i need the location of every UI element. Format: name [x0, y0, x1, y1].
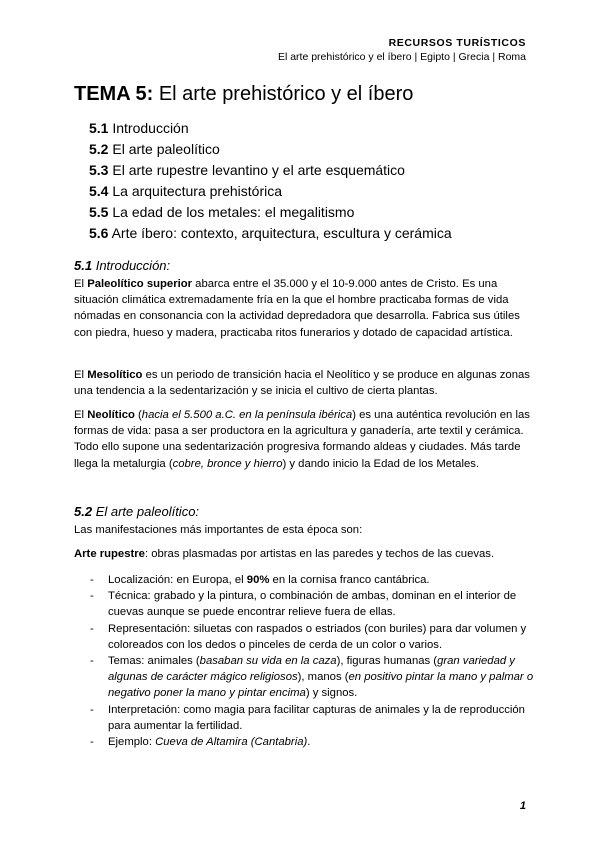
page-number: 1 [519, 800, 526, 812]
dash-bullet: - [90, 622, 94, 635]
paragraph-arte-rupestre [74, 546, 534, 562]
term-arte-rupestre: Arte rupestre [74, 548, 145, 560]
toc-item-label: La arquitectura prehistórica [112, 183, 283, 199]
toc-item-label: La edad de los metales: el megalitismo [112, 204, 355, 220]
text: Localización: en Europa, el [108, 574, 247, 586]
toc-item-label: El arte paleolítico [112, 141, 220, 157]
section-heading-introduccion [74, 258, 170, 273]
paragraph-intro: Las manifestaciones más importantes de esta época son: [74, 524, 363, 536]
toc-item-number: 5.5 [89, 204, 109, 220]
toc-item [89, 139, 452, 160]
text: ) y dando inicio la Edad de los Metales. [282, 457, 480, 470]
italic-text: hacia el 5.500 a.C. en la península ibérica [141, 409, 353, 421]
dash-bullet: - [90, 590, 94, 603]
toc-item-label: Introducción [112, 120, 189, 136]
text: ( [134, 409, 142, 421]
toc-item-number: 5.4 [89, 183, 109, 199]
toc-item [89, 181, 452, 202]
text: El [74, 278, 88, 290]
list-item [90, 621, 535, 653]
toc-item-label: Arte íbero: contexto, arquitectura, escultura y cerámica [111, 225, 452, 241]
text: en la cornisa franco cantábrica. [269, 574, 430, 586]
toc-item [89, 202, 452, 223]
list-item [90, 588, 535, 620]
toc-item-number: 5.6 [89, 225, 109, 241]
section-heading-arte-paleolitico [74, 504, 199, 519]
italic-text: basaban su vida en la caza [199, 655, 337, 668]
text: Representación: siluetas con raspados o estriados (con buriles) para dar volumen y coloreados con los dedos o pinceles de cerda de un color o varios. [108, 622, 527, 651]
italic-text: cobre, bronce y hierro [172, 457, 283, 470]
toc-item [89, 118, 452, 139]
header-subtitle: El arte prehistórico y el íbero | Egipto | Grecia | Roma [277, 51, 526, 63]
toc-item-number: 5.2 [89, 141, 109, 157]
paragraph-neolitico [74, 407, 534, 472]
text: : obras plasmadas por artistas en las paredes y techos de las cuevas. [144, 548, 495, 560]
text: Técnica: grabado y la pintura, o combinación de ambas, dominan en el interior de cuevas aunque se puede encontrar relieve fuera de ellas. [108, 590, 517, 619]
table-of-contents [89, 118, 452, 244]
list-item [90, 572, 535, 588]
header-title: RECURSOS TURÍSTICOS [388, 37, 526, 49]
toc-item-number: 5.3 [89, 162, 109, 178]
section-title: Introducción: [95, 258, 171, 273]
text: . [307, 736, 311, 749]
dash-bullet: - [90, 703, 94, 716]
text: ) es una auténtica revolución en las formas de vida: pasa a ser productora en la agricultura y ganadería, arte textil y cerámica. Todo ello supone una sedentarización progresiva formando aldeas y ciudades. Más tarde llega la metalurgia ( [74, 409, 530, 470]
title-text: El arte prehistórico y el íbero [158, 83, 414, 105]
title-number: TEMA 5: [74, 83, 154, 105]
text: abarca entre el 35.000 y el 10-9.000 antes de Cristo. Es una situación climática extremadamente fría en la que el hombre practicaba formas de vida nómadas en consonancia con la actividad depredadora que desarrolla. Fabrica sus útiles con piedra, hueso y madera, practicaba ritos funerarios y dotado de capacidad artística. [74, 278, 520, 339]
text: ), figuras humanas ( [336, 655, 438, 668]
list-item [90, 702, 535, 734]
paragraph-paleolitico [74, 276, 534, 341]
text: Ejemplo: [108, 736, 156, 749]
term-neolitico: Neolítico [87, 409, 135, 421]
italic-text: Cueva de Altamira (Cantabria) [155, 736, 308, 749]
section-number: 5.1 [74, 258, 93, 273]
document-title [74, 83, 413, 106]
list-item [90, 653, 535, 702]
text: Interpretación: como magia para facilitar capturas de animales y la de reproducción para aumentar la fertilidad. [108, 703, 525, 732]
toc-item-number: 5.1 [89, 120, 109, 136]
section-number: 5.2 [74, 504, 93, 519]
term-paleolitico: Paleolítico superior [87, 278, 193, 290]
bullet-list [90, 572, 535, 750]
term-mesolitico: Mesolítico [87, 369, 143, 381]
text: ), manos ( [297, 671, 349, 684]
toc-item-label: El arte rupestre levantino y el arte esquemático [112, 162, 405, 178]
italic-text: gran variedad y algunas de carácter mágico religiosos [108, 655, 515, 684]
section-title: El arte paleolítico: [95, 504, 200, 519]
paragraph-mesolitico [74, 367, 534, 399]
text: Temas: animales ( [108, 655, 200, 668]
toc-item [89, 223, 452, 244]
list-item [90, 734, 535, 750]
toc-item [89, 160, 452, 181]
italic-text: en positivo pintar la mano y palmar o negativo poner la mano y pintar encima [108, 671, 534, 700]
text: El [74, 409, 88, 421]
text: es un periodo de transición hacia el Neolítico y se produce en algunas zonas una tendencia a la sedentarización y se inicia el cultivo de cierta plantas. [74, 369, 530, 398]
dash-bullet: - [90, 736, 94, 749]
text: El [74, 369, 88, 381]
dash-bullet: - [90, 574, 94, 586]
bold-text: 90% [246, 574, 270, 586]
text: ) y signos. [305, 687, 358, 700]
dash-bullet: - [90, 655, 94, 668]
